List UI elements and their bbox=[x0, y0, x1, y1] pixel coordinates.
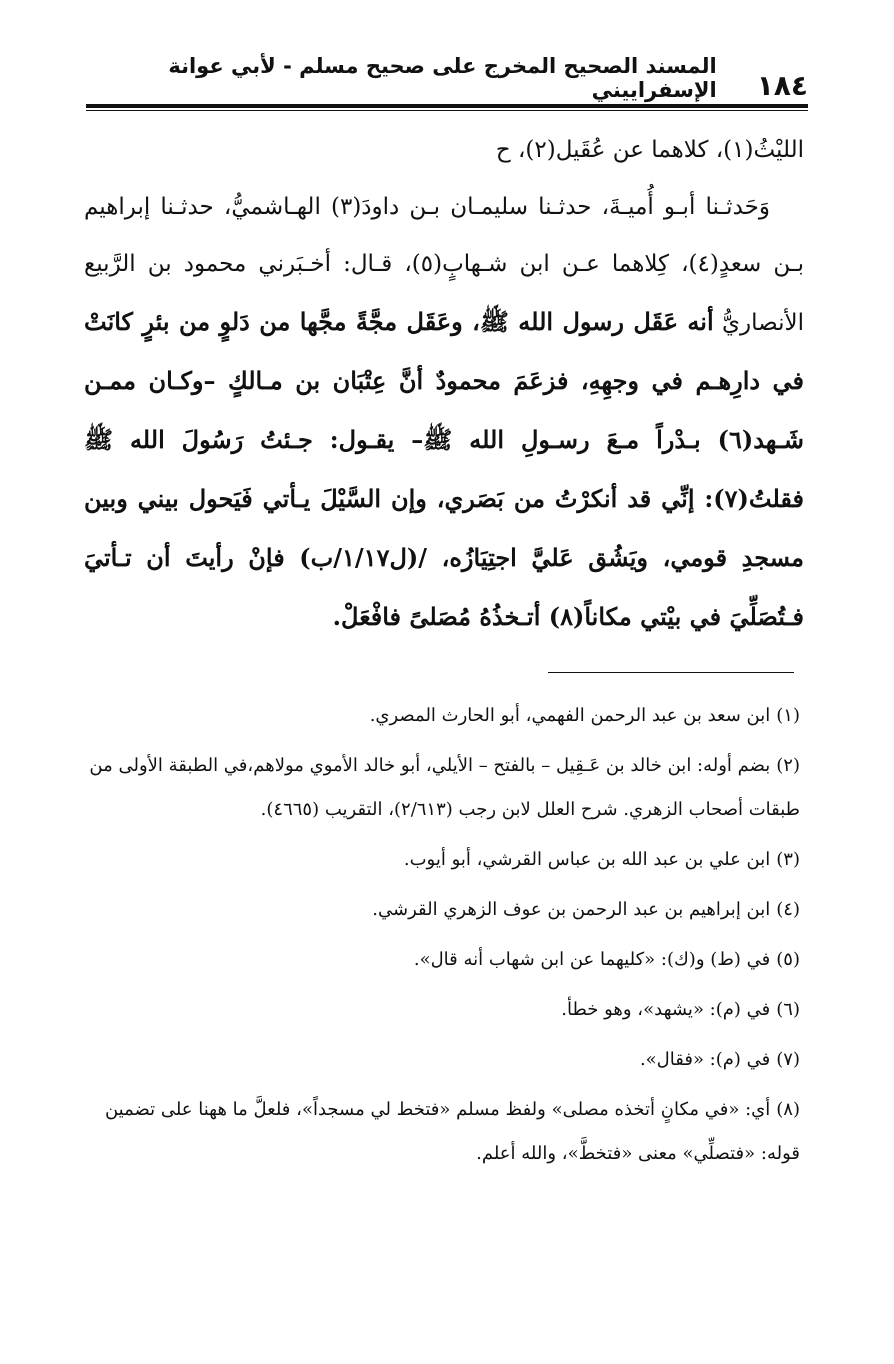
main-text bbox=[84, 122, 804, 647]
footnote bbox=[84, 938, 800, 982]
footnote-text: ابن علي بن عبد الله بن عباس القرشي، أبو أيوب. bbox=[403, 849, 771, 870]
footnote-text: أي: «في مكانٍ أتخذه مصلى» ولفظ مسلم «فتخط لي مسجداً»، فلعلَّ ما ههنا على تضمين قوله: «فتصلِّي» معنى «فتخطَّ»، والله أعلم. bbox=[104, 1099, 800, 1164]
footnote bbox=[84, 888, 800, 932]
footnote bbox=[84, 1088, 800, 1176]
footnote-text: في (م): «يشهد»، وهو خطأ. bbox=[561, 999, 771, 1020]
footnote-number: (١) bbox=[776, 705, 800, 726]
hadith-text: أنه عَقَل رسول الله ﷺ، وعَقَل مجَّةً مجَّها من دَلوٍ من بئرٍ كانَتْ في دارِهـم في وجهِهِ، فزعَمَ محمودٌ أنَّ عِتْبَان بن مـالكٍ –وكـان ممـن شَـهد(٦) بـدْراً مـعَ رسـولِ الله ﷺ– يقـول: جـئتُ رَسُولَ الله ﷺ فقلتُ(٧): إنِّي قد أنكرْتُ من بَصَري، وإن السَّيْلَ يـأتي فَيَحول بيني وبين مسجدِ قومي، ويَشُق عَليَّ اجتِيَازُه، /(ل١/١٧/ب) فإنْ رأيتَ أن تـأتيَ فـتُصَلِّيَ في بيْتي مكاناً(٨) أتـخذُهُ مُصَلىً فافْعَلْ. bbox=[84, 307, 804, 631]
footnote-number: (٦) bbox=[776, 999, 800, 1020]
footnote-number: (٨) bbox=[776, 1099, 800, 1120]
footnote-text: ابن إبراهيم بن عبد الرحمن بن عوف الزهري القرشي. bbox=[372, 899, 771, 920]
footnote bbox=[84, 694, 800, 738]
header-rule-thin bbox=[86, 110, 808, 111]
footnote bbox=[84, 744, 800, 832]
footnote-text: في (ط) و(ك): «كليهما عن ابن شهاب أنه قال». bbox=[413, 949, 771, 970]
footnote bbox=[84, 838, 800, 882]
footnote bbox=[84, 1038, 800, 1082]
footnote-text: بضم أوله: ابن خالد بن عَـقِيل – بالفتح – الأيلي، أبو خالد الأموي مولاهم،في الطبقة الأولى من طبقات أصحاب الزهري. شرح العلل لابن رجب (٢/٦١٣)، التقريب (٤٦٦٥). bbox=[89, 755, 800, 820]
footnote-separator bbox=[548, 672, 794, 673]
footnote-number: (٣) bbox=[776, 849, 800, 870]
footnote-number: (٧) bbox=[776, 1049, 800, 1070]
footnote-number: (٢) bbox=[776, 755, 800, 776]
paragraph-1: الليْثُ(١)، كلاهما عن عُقَيل(٢)، ح bbox=[495, 137, 804, 163]
footnote-text: في (م): «فقال». bbox=[639, 1049, 771, 1070]
running-title: المسند الصحيح المخرج على صحيح مسلم - لأبي عوانة الإسفراييني bbox=[168, 54, 717, 102]
isnad-text: وَحَدثـنا أبـو أُميـةَ، حدثـنا سليمـان بـن داودَ(٣) الهـاشميُّ، حدثـنا إبراهيم بـن سعدٍ(٤)، كِلاهما عـن ابن شـهابٍ(٥)، قـال: أخـبَرني محمود بن الرَّبيع الأنصاريُّ bbox=[84, 194, 805, 336]
footnotes bbox=[84, 694, 800, 1182]
header-rule bbox=[86, 104, 808, 108]
footnote-text: ابن سعد بن عبد الرحمن الفهمي، أبو الحارث المصري. bbox=[369, 705, 771, 726]
page-header bbox=[110, 54, 808, 102]
paragraph-2 bbox=[84, 179, 804, 647]
footnote-number: (٤) bbox=[776, 899, 800, 920]
footnote-number: (٥) bbox=[776, 949, 800, 970]
page-number: ١٨٤ bbox=[756, 69, 808, 102]
footnote bbox=[84, 988, 800, 1032]
